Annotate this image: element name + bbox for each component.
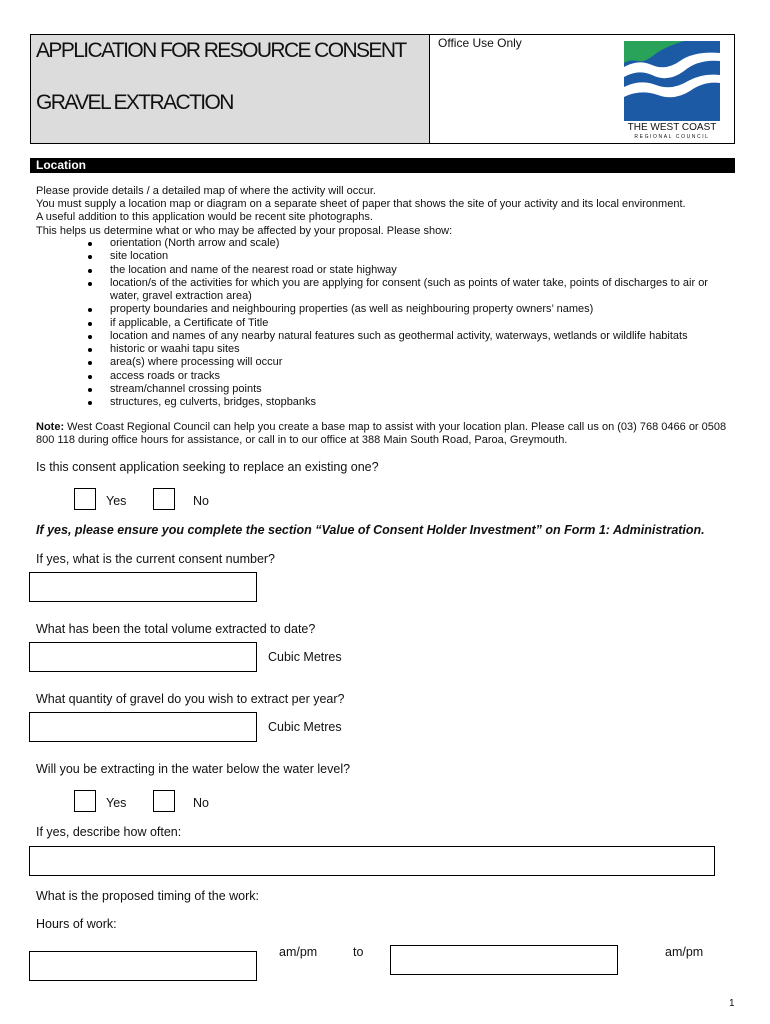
- form-title-box: [30, 34, 430, 144]
- list-item: location/s of the activities for which you are applying for consent (such as points of water take, points of discharges to air or water, gravel extraction area): [80, 277, 732, 304]
- list-item: orientation (North arrow and scale): [80, 237, 732, 250]
- intro-line: Please provide details / a detailed map of where the activity will occur.: [36, 185, 376, 197]
- logo-text-line2: REGIONAL COUNCIL: [634, 134, 710, 139]
- note-paragraph: [36, 421, 736, 447]
- question-quantity-per-year: What quantity of gravel do you wish to extract per year?: [36, 692, 345, 706]
- question-consent-number: If yes, what is the current consent number?: [36, 552, 276, 566]
- intro-line: This helps us determine what or who may be affected by your proposal. Please show:: [36, 224, 453, 237]
- intro-line: You must supply a location map or diagram on a separate sheet of paper that shows the site of your activity and its local environment.: [36, 198, 686, 211]
- list-item: if applicable, a Certificate of Title: [80, 317, 732, 330]
- section-heading-location: Location: [30, 158, 735, 173]
- note-label: Note:: [36, 421, 65, 433]
- no-label: No: [193, 494, 209, 508]
- location-requirements-list: [80, 237, 732, 409]
- list-item: property boundaries and neighbouring properties (as well as neighbouring property owners’ names): [80, 303, 732, 316]
- ampm-label: am/pm: [279, 945, 318, 959]
- bullet-icon: [88, 242, 92, 246]
- unit-label: Cubic Metres: [268, 650, 342, 664]
- question-total-volume: What has been the total volume extracted to date?: [36, 622, 316, 636]
- bullet-icon: [88, 375, 92, 379]
- list-item: access roads or tracks: [80, 370, 732, 383]
- office-use-box: [430, 34, 735, 144]
- list-item: the location and name of the nearest road or state highway: [80, 264, 732, 277]
- list-item: location and names of any nearby natural features such as geothermal activity, waterways, wetlands or wildlife habitats: [80, 330, 732, 343]
- yes-label: Yes: [106, 796, 127, 810]
- below-water-no-checkbox[interactable]: [153, 790, 175, 812]
- consent-number-field[interactable]: [29, 572, 257, 602]
- question-below-water: Will you be extracting in the water below the water level?: [36, 762, 351, 776]
- bullet-icon: [88, 335, 92, 339]
- list-item: structures, eg culverts, bridges, stopbanks: [80, 396, 732, 409]
- no-label: No: [193, 796, 209, 810]
- bullet-icon: [88, 361, 92, 365]
- question-how-often: If yes, describe how often:: [36, 825, 182, 839]
- replace-no-checkbox[interactable]: [153, 488, 175, 510]
- to-label: to: [353, 945, 364, 959]
- bullet-icon: [88, 388, 92, 392]
- form-subtitle: GRAVEL EXTRACTION: [36, 91, 233, 114]
- question-proposed-timing: What is the proposed timing of the work:: [36, 889, 260, 903]
- unit-label: Cubic Metres: [268, 720, 342, 734]
- office-use-label: Office Use Only: [438, 36, 522, 50]
- bullet-icon: [88, 308, 92, 312]
- west-coast-regional-council-logo: [624, 41, 720, 139]
- list-item: area(s) where processing will occur: [80, 356, 732, 369]
- below-water-yes-checkbox[interactable]: [74, 790, 96, 812]
- replace-yes-checkbox[interactable]: [74, 488, 96, 510]
- bullet-icon: [88, 401, 92, 405]
- page-number: 1: [729, 998, 735, 1009]
- list-item: site location: [80, 250, 732, 263]
- form-title: APPLICATION FOR RESOURCE CONSENT: [36, 39, 406, 62]
- bullet-icon: [88, 269, 92, 273]
- logo-text-line1: THE WEST COAST: [627, 122, 717, 133]
- intro-line: A useful addition to this application would be recent site photographs.: [36, 211, 373, 224]
- start-time-field[interactable]: [29, 951, 257, 981]
- list-item: stream/channel crossing points: [80, 383, 732, 396]
- bullet-icon: [88, 322, 92, 326]
- ampm-label: am/pm: [665, 945, 704, 959]
- how-often-field[interactable]: [29, 846, 715, 876]
- bullet-icon: [88, 282, 92, 286]
- intro-text: [36, 185, 736, 238]
- bullet-icon: [88, 255, 92, 259]
- note-text: West Coast Regional Council can help you create a base map to assist with your location plan. Please call us on (03) 768 0466 or 0508 800 118 during office hours for assistance, or call in to our office at 388 Main South Road, Paroa, Greymouth.: [36, 421, 727, 447]
- bullet-icon: [88, 348, 92, 352]
- total-volume-field[interactable]: [29, 642, 257, 672]
- if-yes-instruction: If yes, please ensure you complete the section “Value of Consent Holder Investment” on Form 1: Administration.: [36, 523, 705, 537]
- yes-label: Yes: [106, 494, 127, 508]
- list-item: historic or waahi tapu sites: [80, 343, 732, 356]
- question-replace-existing: Is this consent application seeking to replace an existing one?: [36, 460, 379, 474]
- hours-of-work-label: Hours of work:: [36, 917, 117, 931]
- end-time-field[interactable]: [390, 945, 618, 975]
- quantity-per-year-field[interactable]: [29, 712, 257, 742]
